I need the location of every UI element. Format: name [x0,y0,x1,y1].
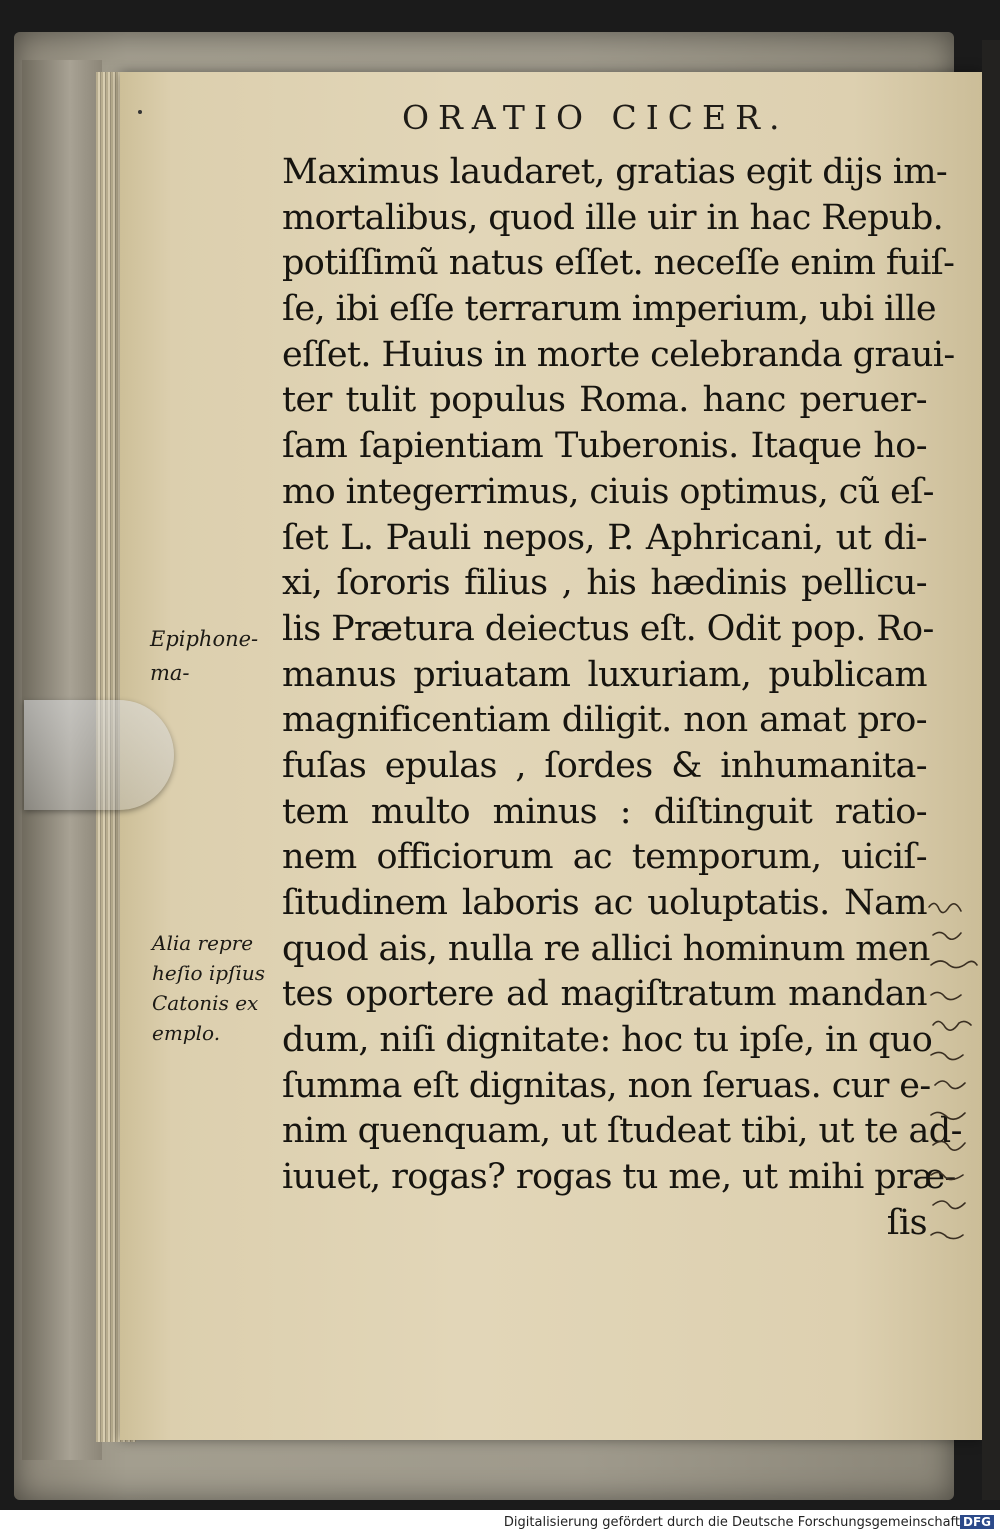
margin-note-line: heſio ipſius [152,961,266,985]
text-line: nim quenquam, ut ſtudeat tibi, ut te ad- [282,1111,962,1152]
text-line: ſet L. Pauli nepos, P. Aphricani, ut di- [282,517,927,558]
handwritten-annotation [925,895,983,1265]
text-line: xi, ſororis filius , his hædinis pellicu- [282,563,927,604]
text-line: ſumma eſt dignitas, non ſeruas. cur e- [282,1065,931,1106]
body-text [282,150,962,1247]
text-line: lis Prætura deiectus eſt. Odit pop. Ro- [282,608,934,649]
text-line: Maximus laudaret, gratias egit dijs im- [282,152,948,192]
text-line: tes oportere ad magiſtratum mandan [282,974,927,1015]
text-line: mo integerrimus, ciuis optimus, cũ eſ- [282,471,934,512]
right-edge-shadow [982,40,1000,1500]
page-mark [138,110,142,114]
text-line: ter tulit populus Roma. hanc peruer- [282,380,927,421]
margin-note-line: Alia repre [152,931,254,955]
margin-note-line: ma- [150,661,190,685]
text-line: ſitudinem laboris ac uoluptatis. Nam [282,883,927,923]
text-line: iuuet, rogas? rogas tu me, ut mihi præ- [282,1157,956,1198]
margin-note-line: Catonis ex [152,991,259,1015]
text-line: dum, niſi dignitate: hoc tu ipſe, in quo [282,1020,933,1061]
text-line: magnificentiam diligit. non amat pro- [282,700,927,741]
text-line: ſam ſapientiam Tuberonis. Itaque ho- [282,426,927,467]
margin-note-epiphonema [150,622,280,690]
text-line: potiſſimũ natus eſſet. neceſſe enim fuiſ- [282,243,955,284]
clasp-strap [24,700,174,810]
footer-bar [0,1510,1000,1536]
text-line: tem multo minus : diſtinguit ratio- [282,791,927,832]
text-line: ſis [886,1202,927,1243]
text-line: manus priuatam luxuriam, publicam [282,654,927,695]
running-title: ORATIO CICER. [402,98,789,137]
margin-note-line: emplo. [152,1021,221,1045]
dfg-logo: DFG [960,1515,994,1529]
text-line: fuſas epulas , ſordes & inhumanita- [282,745,927,786]
text-line: quod ais, nulla re allici hominum men [282,928,930,969]
margin-note-alia [152,928,282,1048]
text-line: eſſet. Huius in morte celebranda graui- [282,334,955,375]
margin-note-line: Epiphone- [150,627,259,651]
text-line: mortalibus, quod ille uir in hac Repub. [282,197,944,238]
text-line: nem officiorum ac temporum, uiciſ- [282,837,927,878]
footer-credit: Digitalisierung gefördert durch die Deutsche Forschungsgemeinschaft [503,1515,960,1530]
text-line: ſe, ibi eſſe terrarum imperium, ubi ille [282,289,936,330]
